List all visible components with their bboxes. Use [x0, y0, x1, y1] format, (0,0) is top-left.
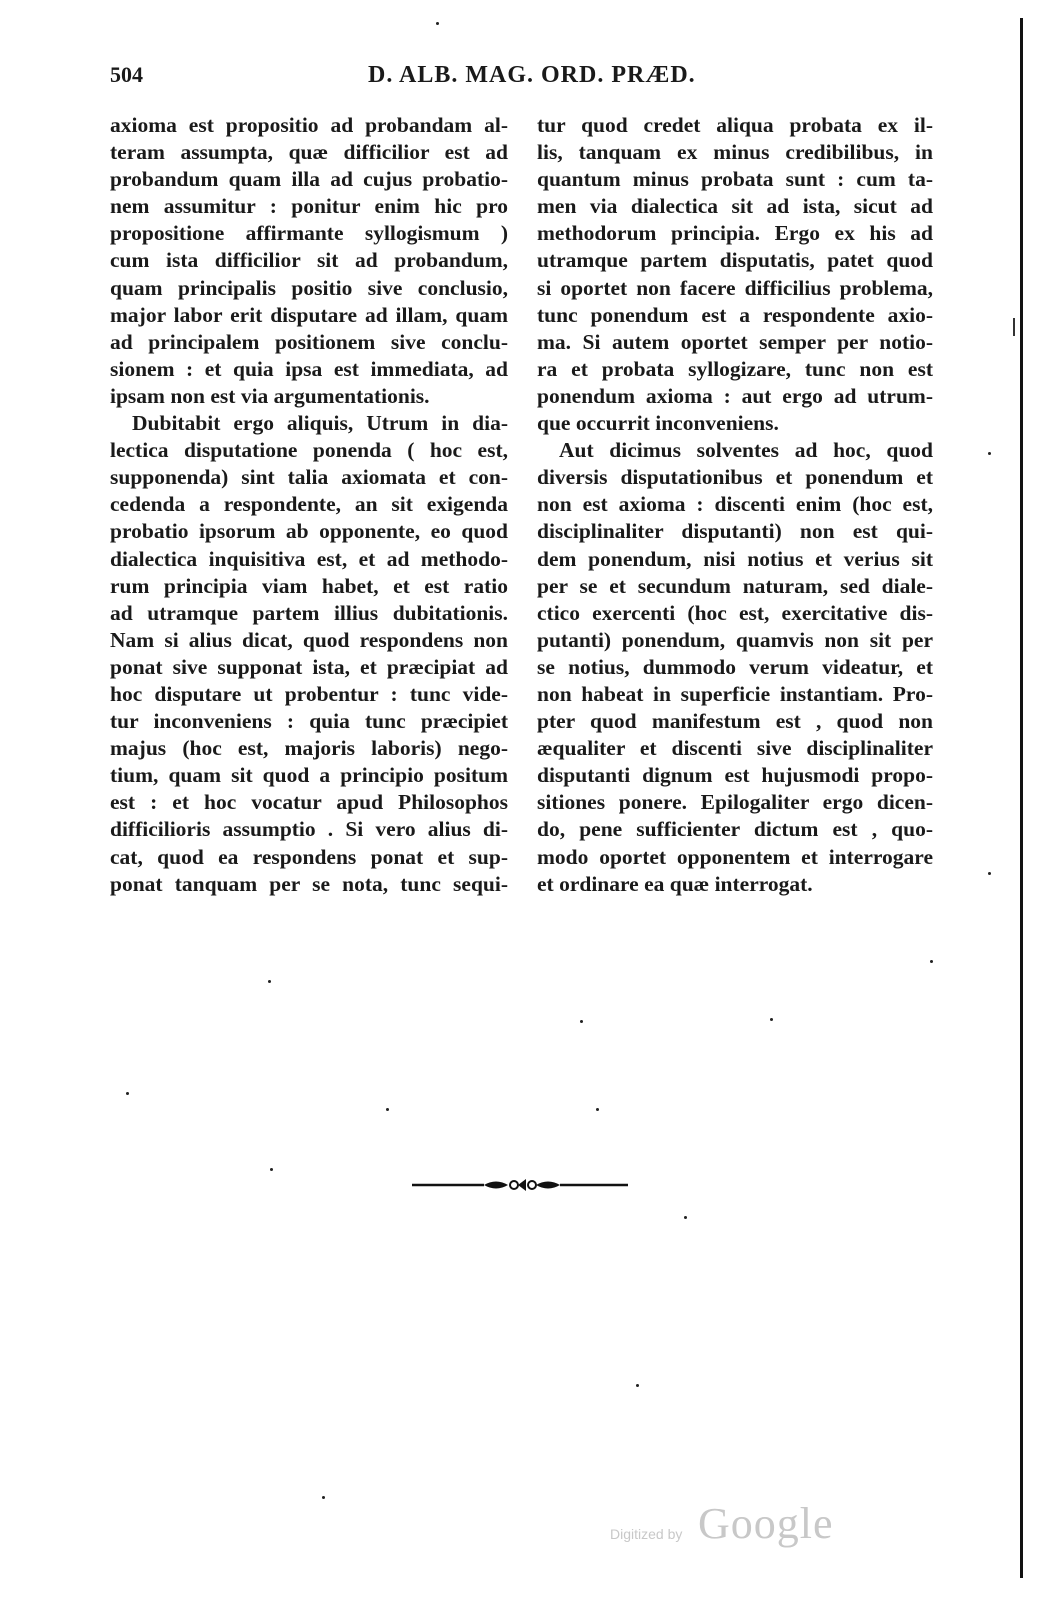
text-line: disputanti dignum est hujusmodi propo- — [537, 763, 933, 788]
text-line: Aut dicimus solventes ad hoc, quod — [559, 438, 933, 463]
text-line: ad principalem positionem sive conclu- — [110, 329, 508, 354]
speck — [596, 1108, 599, 1111]
text-line: supponenda) sint talia axiomata et con- — [110, 465, 508, 490]
page-header — [110, 62, 938, 96]
text-line: hoc disputare ut probentur : tunc vide- — [110, 681, 508, 706]
page-edge-line — [1020, 18, 1023, 1578]
text-line: majus (hoc est, majoris laboris) nego- — [110, 736, 508, 761]
text-line: æqualiter et discenti sive disciplinaliter — [537, 736, 933, 761]
text-line: est : et hoc vocatur apud Philosophos — [110, 790, 508, 815]
text-line: quantum minus probata sunt : cum ta- — [537, 167, 933, 192]
text-line: utramque partem disputatis, patet quod — [537, 248, 933, 273]
ornament-divider — [412, 1176, 628, 1194]
left-column — [110, 112, 508, 898]
text-line: et ordinare ea quæ interrogat. — [537, 871, 813, 896]
right-column — [537, 112, 933, 898]
speck — [684, 1216, 687, 1219]
speck — [770, 1018, 773, 1021]
text-line: cum ista difficilior sit ad probandum, — [110, 248, 508, 273]
text-line: modo oportet opponentem et interrogare — [537, 844, 933, 869]
text-line: sitiones ponere. Epilogaliter ergo dicen- — [537, 790, 933, 815]
text-line: probatio ipsorum ab opponente, eo quod — [110, 519, 508, 544]
text-line: tur inconveniens : quia tunc præcipiet — [110, 709, 508, 734]
text-line: Dubitabit ergo aliquis, Utrum in dia- — [132, 411, 508, 436]
text-line: tur quod credet aliqua probata ex il- — [537, 113, 933, 137]
text-line: si oportet non facere difficilius problema, — [537, 275, 933, 300]
text-line: ponendum axioma : aut ergo ad utrum- — [537, 383, 933, 408]
text-line: sionem : et quia ipsa est immediata, ad — [110, 356, 508, 381]
text-line: ipsam non est via argumentationis. — [110, 383, 430, 408]
text-line: axioma est propositio ad probandam al- — [110, 113, 508, 137]
page-number: 504 — [110, 62, 143, 87]
speck — [386, 1108, 389, 1111]
text-line: Nam si alius dicat, quod respondens non — [110, 627, 508, 652]
text-line: teram assumpta, quæ difficilior est ad — [110, 140, 508, 165]
edge-mark — [1013, 318, 1015, 336]
text-line: dem ponendum, nisi notius et verius sit — [537, 546, 933, 571]
speck — [988, 452, 991, 455]
text-line: propositione affirmante syllogismum ) — [110, 221, 508, 246]
speck — [436, 22, 439, 25]
speck — [322, 1496, 325, 1499]
text-line: ma. Si autem oportet semper per notio- — [537, 329, 933, 354]
text-line: se notius, dummodo verum videatur, et — [537, 654, 933, 679]
text-line: putanti) ponendum, quamvis non sit per — [537, 627, 933, 652]
text-line: ponat tanquam per se nota, tunc sequi- — [110, 871, 508, 896]
text-line: non habeat in superficie instantiam. Pro- — [537, 681, 933, 706]
text-line: probandum quam illa ad cujus probatio- — [110, 167, 508, 192]
text-line: nem assumitur : ponitur enim hic pro — [110, 194, 508, 219]
text-line: diversis disputationibus et ponendum et — [537, 465, 933, 490]
text-line: lis, tanquam ex minus credibilibus, in — [537, 140, 933, 165]
text-line: quam principalis positio sive conclusio, — [110, 275, 508, 300]
running-head: D. ALB. MAG. ORD. PRÆD. — [368, 62, 696, 88]
text-line: rum principia viam habet, et est ratio — [110, 573, 508, 598]
text-line: lectica disputatione ponenda ( hoc est, — [110, 438, 508, 463]
speck — [636, 1384, 639, 1387]
text-line: que occurrit inconveniens. — [537, 411, 779, 436]
watermark-small-text: Digitized by — [610, 1526, 683, 1542]
text-line: men via dialectica sit ad ista, sicut ad — [537, 194, 933, 219]
speck — [126, 1092, 129, 1095]
text-line: non est axioma : discenti enim (hoc est, — [537, 492, 933, 517]
text-line: tunc ponendum est a respondente axio- — [537, 302, 933, 327]
text-line: pter quod manifestum est , quod non — [537, 709, 933, 734]
speck — [270, 1168, 273, 1171]
text-line: methodorum principia. Ergo ex his ad — [537, 221, 933, 246]
text-line: do, pene sufficienter dictum est , quo- — [537, 817, 933, 842]
text-line: tium, quam sit quod a principio positum — [110, 763, 508, 788]
text-line: per se et secundum naturam, sed diale- — [537, 573, 933, 598]
watermark-logo-text: Google — [698, 1499, 834, 1548]
text-line: ra et probata syllogizare, tunc non est — [537, 356, 933, 381]
text-line: cedenda a respondente, an sit exigenda — [110, 492, 508, 517]
speck — [580, 1020, 583, 1023]
text-line: disciplinaliter disputanti) non est qui- — [537, 519, 933, 544]
text-line: difficilioris assumptio . Si vero alius di- — [110, 817, 508, 842]
speck — [930, 960, 933, 963]
speck — [268, 980, 271, 983]
text-line: ponat sive supponat ista, et præcipiat ad — [110, 654, 508, 679]
text-line: dialectica inquisitiva est, et ad methodo- — [110, 546, 508, 571]
text-line: major labor erit disputare ad illam, quam — [110, 302, 508, 327]
text-line: ad utramque partem illius dubitationis. — [110, 600, 508, 625]
text-line: ctico exercenti (hoc est, exercitative dis- — [537, 600, 933, 625]
text-line: cat, quod ea respondens ponat et sup- — [110, 844, 508, 869]
speck — [988, 872, 991, 875]
